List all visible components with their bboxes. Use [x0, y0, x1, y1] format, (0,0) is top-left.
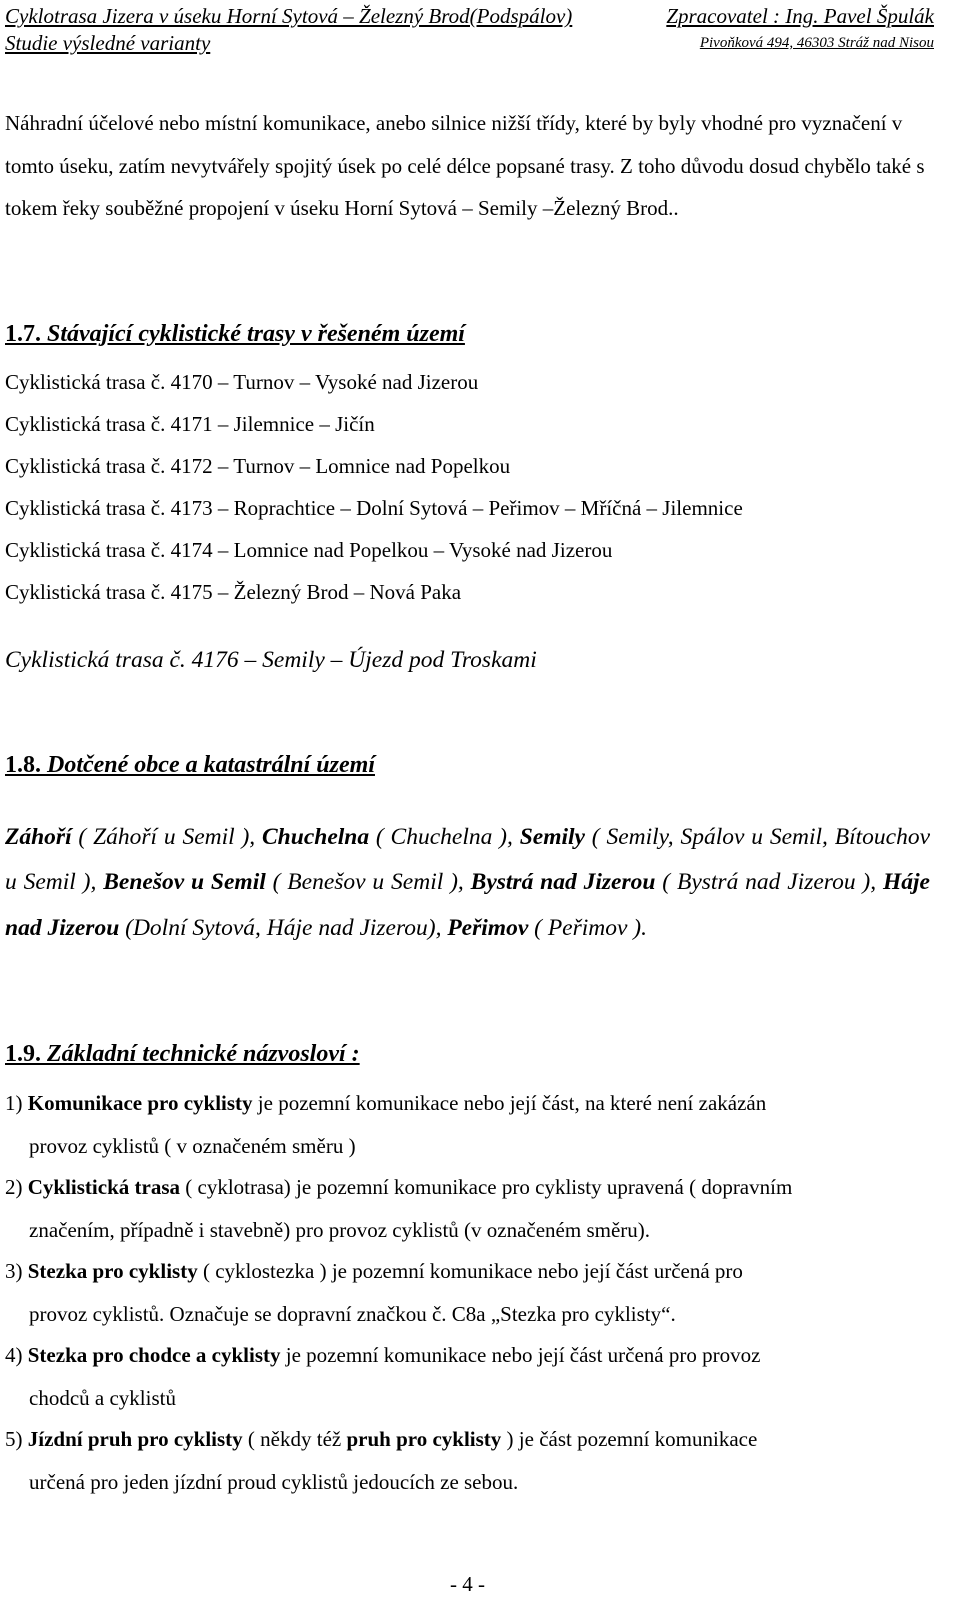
section-number: 1.8.: [5, 752, 41, 778]
definition-number: 2): [5, 1175, 28, 1199]
municipality-name: Chuchelna: [262, 824, 370, 850]
definition-item: [5, 1250, 935, 1335]
definition-term-alt: pruh pro cyklisty: [346, 1427, 502, 1451]
cadastral-areas: ( Semily, Spálov u Semil, Bítouchov u Semil ),: [5, 824, 930, 896]
route-line: Cyklistická trasa č. 4170 – Turnov – Vysoké nad Jizerou: [5, 370, 479, 394]
municipality-name: Bystrá nad Jizerou: [470, 869, 656, 896]
section-title: Stávající cyklistické trasy v řešeném území: [47, 321, 465, 347]
definition-continuation: značením, případně i stavebně) pro provoz cyklistů (v označeném směru).: [29, 1217, 651, 1242]
definition-item: [5, 1334, 935, 1419]
section-title: Dotčené obce a katastrální území: [47, 752, 375, 778]
cadastral-areas: ( Peřimov ).: [528, 914, 648, 941]
definition-text: je pozemní komunikace nebo její část určená pro provoz: [280, 1343, 761, 1367]
route-line: Cyklistická trasa č. 4173 – Roprachtice – Dolní Sytová – Peřimov – Mříčná – Jilemnice: [5, 496, 743, 520]
route-line: Cyklistická trasa č. 4172 – Turnov – Lomnice nad Popelkou: [5, 454, 511, 478]
definition-text: ) je část pozemní komunikace: [501, 1427, 758, 1451]
page-number: - 4 -: [450, 1572, 485, 1596]
running-subheader: [5, 31, 934, 56]
definition-term: Stezka pro cyklisty: [27, 1259, 198, 1283]
header-subtitle: Studie výsledné varianty: [5, 31, 211, 55]
cadastral-areas: ( Záhoří u Semil ),: [71, 824, 262, 850]
definition-text: ( cyklostezka ) je pozemní komunikace nebo její část určená pro: [197, 1259, 743, 1283]
definition-number: 1): [5, 1091, 28, 1115]
definition-continuation: provoz cyklistů. Označuje se dopravní značkou č. C8a „Stezka pro cyklisty“.: [29, 1301, 676, 1326]
definition-item: [5, 1082, 935, 1167]
definition-continuation: určená pro jeden jízdní proud cyklistů jedoucích ze sebou.: [29, 1469, 519, 1494]
definition-text: je pozemní komunikace nebo její část, na které není zakázán: [252, 1091, 767, 1115]
header-address: Pivoňková 494, 46303 Stráž nad Nisou: [699, 35, 934, 51]
route-line: Cyklistická trasa č. 4175 – Železný Brod – Nová Paka: [5, 580, 462, 604]
running-header: [5, 4, 934, 29]
definition-number: 4): [5, 1343, 28, 1367]
cadastral-areas: (Dolní Sytová, Háje nad Jizerou),: [119, 914, 448, 941]
header-title: Cyklotrasa Jizera v úseku Horní Sytová – Železný Brod(Podspálov): [5, 4, 573, 28]
definition-item: [5, 1418, 935, 1503]
cadastral-areas: ( Chuchelna ),: [369, 824, 520, 850]
cadastral-areas: ( Bystrá nad Jizerou ),: [655, 869, 883, 896]
definition-term: Cyklistická trasa: [27, 1175, 180, 1199]
definition-term: Stezka pro chodce a cyklisty: [27, 1343, 281, 1367]
section-number: 1.9.: [5, 1041, 41, 1067]
definition-continuation: chodců a cyklistů: [29, 1385, 176, 1410]
municipality-name: Háje nad Jizerou: [5, 869, 930, 941]
section-title: Základní technické názvosloví :: [47, 1041, 360, 1067]
intro-paragraph: Náhradní účelové nebo místní komunikace, anebo silnice nižší třídy, které by byly vhodné pro vyznačení v tomto úseku, zatím nevytvářely spojitý úsek po celé délce popsané trasy. Z toho důvodu dosud chybělo také s tokem řeky souběžné propojení v úseku Horní Sytová – Semily –Železný Brod..: [5, 111, 925, 220]
header-author: Zpracovatel : Ing. Pavel Špulák: [666, 4, 934, 28]
municipality-name: Peřimov: [447, 914, 529, 941]
municipality-name: Benešov u Semil: [103, 869, 266, 896]
route-line: Cyklistická trasa č. 4174 – Lomnice nad Popelkou – Vysoké nad Jizerou: [5, 538, 613, 562]
route-line-italic: Cyklistická trasa č. 4176 – Semily – Újezd pod Troskami: [5, 647, 537, 673]
section-heading-1-9: [5, 1041, 360, 1068]
route-line: Cyklistická trasa č. 4171 – Jilemnice – Jičín: [5, 412, 375, 436]
definition-number: 5): [5, 1427, 28, 1451]
municipality-name: Semily: [519, 824, 585, 850]
cadastral-areas: ( Benešov u Semil ),: [265, 869, 471, 896]
section-number: 1.7.: [5, 321, 41, 347]
definition-number: 3): [5, 1259, 28, 1283]
definition-continuation: provoz cyklistů ( v označeném směru ): [29, 1133, 356, 1158]
municipality-name: Záhoří: [5, 824, 72, 850]
definition-text: ( cyklotrasa) je pozemní komunikace pro cyklisty upravená ( dopravním: [180, 1175, 793, 1199]
section-heading-1-8: [5, 752, 375, 779]
municipalities-paragraph: [5, 815, 930, 951]
section-heading-1-7: [5, 321, 465, 348]
definition-item: [5, 1166, 935, 1251]
definition-term: Jízdní pruh pro cyklisty: [27, 1427, 243, 1451]
definition-term: Komunikace pro cyklisty: [27, 1091, 253, 1115]
definition-text: ( někdy též: [242, 1427, 347, 1451]
